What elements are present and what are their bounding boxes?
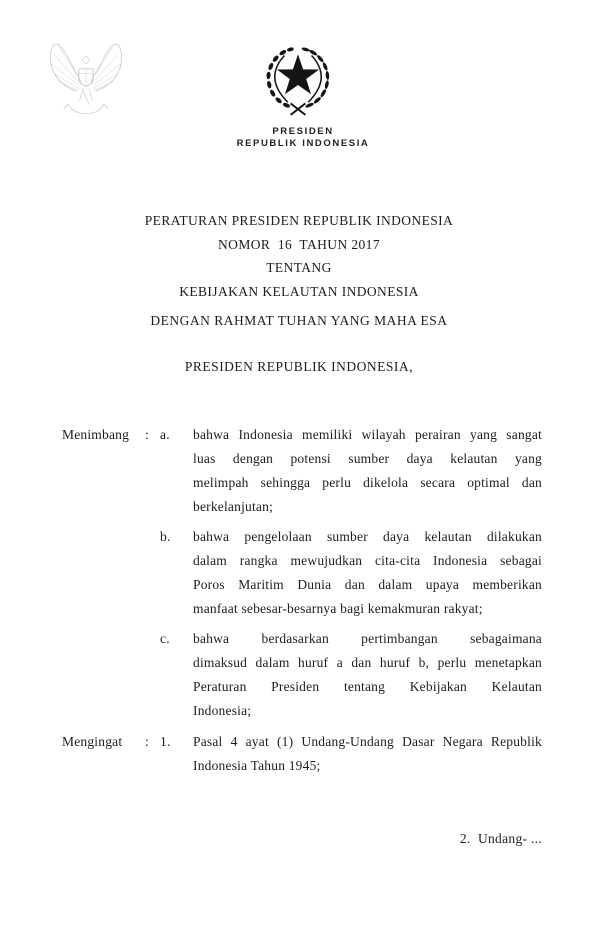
invocation-line: DENGAN RAHMAT TUHAN YANG MAHA ESA xyxy=(150,313,448,328)
text-line: Indonesia; xyxy=(193,703,252,718)
text-line: dimaksud dalam huruf a dan huruf b, perlu menetapkan xyxy=(193,655,542,670)
catchword: 2. Undang- ... xyxy=(459,831,542,846)
item-marker: c. xyxy=(160,631,170,646)
garuda-watermark-icon xyxy=(46,33,126,127)
item-text xyxy=(193,627,542,723)
letterhead-office: PRESIDEN xyxy=(272,126,334,137)
recalling-section xyxy=(62,730,542,778)
considering-item-b xyxy=(62,525,542,621)
item-marker: a. xyxy=(160,427,170,442)
considering-item-c xyxy=(62,627,542,723)
considering-section xyxy=(62,423,542,723)
recalling-colon: : xyxy=(145,734,149,749)
text-line: Peraturan Presiden tentang Kebijakan Kelautan xyxy=(193,679,542,694)
text-line: bahwa berdasarkan pertimbangan sebagaimana xyxy=(193,631,542,646)
text-line: luas dengan potensi sumber daya kelautan yang xyxy=(193,451,542,466)
text-line: bahwa Indonesia memiliki wilayah perairan yang sangat xyxy=(193,427,542,442)
title-regulation-type: PERATURAN PRESIDEN REPUBLIK INDONESIA xyxy=(144,213,454,228)
considering-colon: : xyxy=(145,427,149,442)
text-line: bahwa pengelolaan sumber daya kelautan dilakukan xyxy=(193,529,542,544)
text-line: Poros Maritim Dunia dan dalam upaya memberikan xyxy=(193,577,542,592)
item-marker: 1. xyxy=(160,734,171,749)
presidential-star-emblem-icon xyxy=(257,35,339,121)
enacting-authority-line: PRESIDEN REPUBLIK INDONESIA, xyxy=(184,359,414,374)
item-text xyxy=(193,730,542,778)
recalling-item-1 xyxy=(62,730,542,778)
document-title xyxy=(0,209,602,303)
considering-label: Menimbang xyxy=(62,427,130,442)
preamble-body xyxy=(62,423,542,778)
text-line: manfaat sebesar-besarnya bagi kemakmuran rakyat; xyxy=(193,601,483,616)
letterhead xyxy=(223,126,383,150)
text-line: melimpah sehingga perlu dikelola secara optimal dan xyxy=(193,475,542,490)
text-line: Indonesia Tahun 1945; xyxy=(193,758,321,773)
item-text xyxy=(193,423,542,519)
considering-item-a xyxy=(62,423,542,519)
title-tentang: TENTANG xyxy=(266,260,332,275)
item-text xyxy=(193,525,542,621)
text-line: dalam rangka mewujudkan cita-cita Indonesia sebagai xyxy=(193,553,542,568)
recalling-label: Mengingat xyxy=(62,734,123,749)
text-line: berkelanjutan; xyxy=(193,499,274,514)
item-marker: b. xyxy=(160,529,171,544)
title-subject: KEBIJAKAN KELAUTAN INDONESIA xyxy=(179,283,419,299)
title-number-year: NOMOR 16 TAHUN 2017 xyxy=(218,236,380,252)
letterhead-country: REPUBLIK INDONESIA xyxy=(236,138,370,149)
text-line: Pasal 4 ayat (1) Undang-Undang Dasar Negara Republik xyxy=(193,734,542,749)
